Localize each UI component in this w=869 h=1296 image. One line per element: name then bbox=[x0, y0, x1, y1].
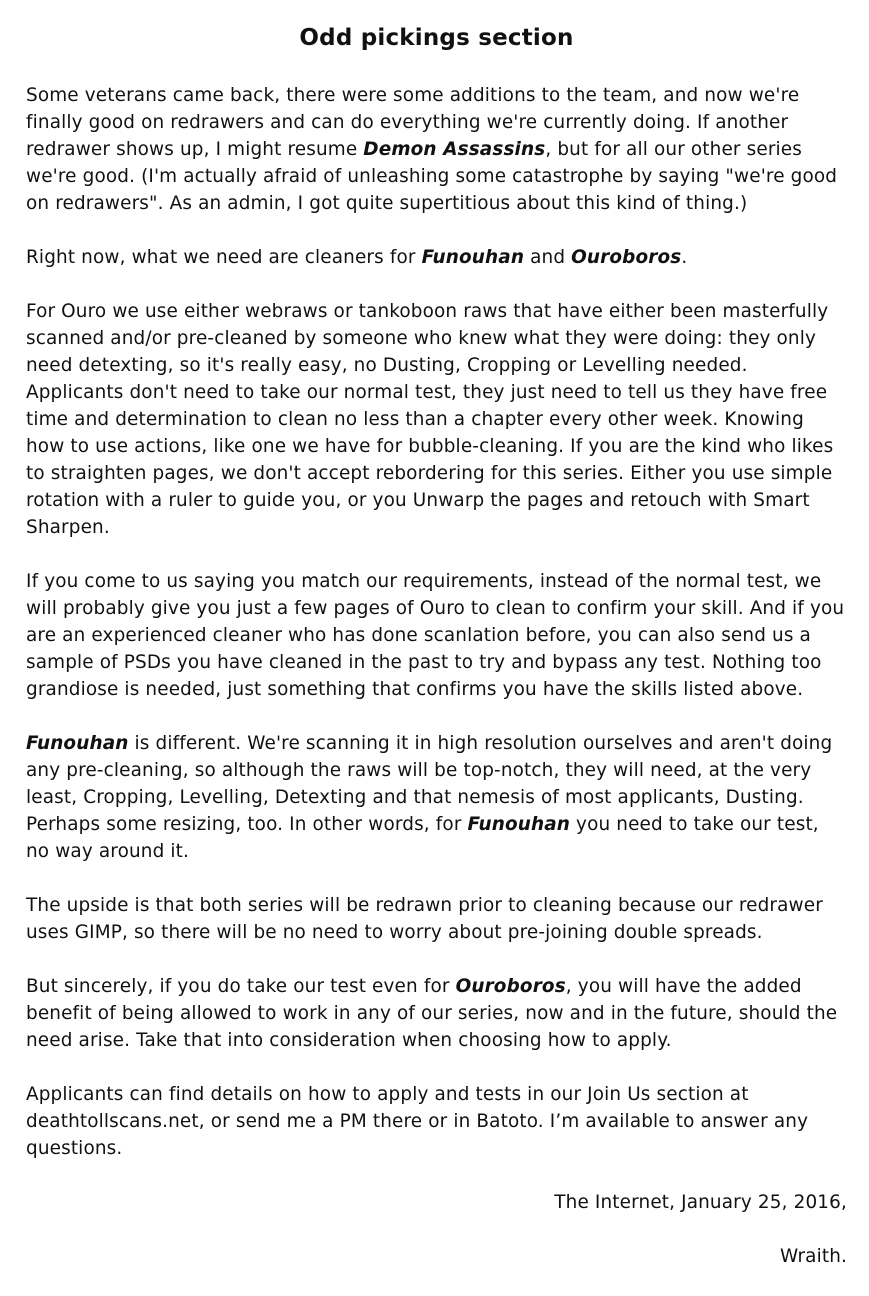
series-title-funouhan: Funouhan bbox=[26, 733, 129, 754]
series-title-funouhan: Funouhan bbox=[421, 247, 525, 268]
paragraph-take-test bbox=[26, 973, 847, 1054]
paragraph-how-to-apply: Applicants can find details on how to apply and tests in our Join Us section at deathtollscans.net, or send me a PM there or in Batoto. I’m available to answer any questions. bbox=[26, 1084, 809, 1159]
series-title-funouhan: Funouhan bbox=[467, 814, 571, 835]
signature: Wraith. bbox=[779, 1246, 847, 1267]
series-title-ouroboros: Ouroboros bbox=[571, 247, 682, 268]
text-run: and bbox=[524, 247, 572, 268]
series-title-demon-assassins: Demon Assassins bbox=[363, 139, 546, 160]
text-run: Right now, what we need are cleaners for bbox=[26, 247, 422, 268]
text-run: Some veterans came back, there were some additions to the team, and now we're finally good on redrawers and can do everything we're currently doing. If another redrawer shows up, I might resume bbox=[26, 85, 800, 160]
text-run: . bbox=[681, 247, 688, 268]
text-run: , you will have the added benefit of being allowed to work in any of our series, now and in the future, should the need arise. Take that into consideration when choosing how to apply. bbox=[26, 976, 838, 1051]
text-run: you need to take our test, no way around it. bbox=[26, 814, 819, 862]
text-run: is different. We're scanning it in high resolution ourselves and aren't doing any pre-cleaning, so although the raws will be top-notch, they will need, at the very least, Cropping, Levelling, Detexting and that nemesis of most applicants, Dusting. Perhaps some resizing, too. In other words, for bbox=[26, 733, 833, 835]
text-run: , but for all our other series we're good. (I'm actually afraid of unleashing some catastrophe by saying "we're good on redrawers". As an admin, I got quite supertitious about this kind of thing.) bbox=[26, 139, 838, 214]
dateline: The Internet, January 25, 2016, bbox=[554, 1192, 847, 1213]
series-title-ouroboros: Ouroboros bbox=[455, 976, 566, 997]
paragraph-cleaners-needed bbox=[26, 244, 847, 271]
paragraph-ouro-requirements: For Ouro we use either webraws or tankoboon raws that have either been masterfully scanned and/or pre-cleaned by someone who knew what they were doing: they only need detexting, so it's really easy, no Dusting, Cropping or Levelling needed. Applicants don't need to take our normal test, they just need to tell us they have free time and determination to clean no less than a chapter every other week. Knowing how to use actions, like one we have for bubble-cleaning. If you are the kind who likes to straighten pages, we don't accept rebordering for this series. Either you use simple rotation with a ruler to guide you, or you Unwarp the pages and retouch with Smart Sharpen. bbox=[26, 301, 834, 538]
paragraph-ouro-test: If you come to us saying you match our requirements, instead of the normal test, we will probably give you just a few pages of Ouro to clean to confirm your skill. And if you are an experienced cleaner who has done scanlation before, you can also send us a sample of PSDs you have cleaned in the past to try and bypass any test. Nothing too grandiose is needed, just something that confirms you have the skills listed above. bbox=[26, 571, 845, 700]
paragraph-redrawers bbox=[26, 82, 847, 217]
paragraph-upside: The upside is that both series will be redrawn prior to cleaning because our redrawer uses GIMP, so there will be no need to worry about pre-joining double spreads. bbox=[26, 895, 823, 943]
paragraph-funouhan bbox=[26, 730, 847, 865]
text-run: But sincerely, if you do take our test even for bbox=[26, 976, 456, 997]
page-title: Odd pickings section bbox=[299, 25, 574, 51]
